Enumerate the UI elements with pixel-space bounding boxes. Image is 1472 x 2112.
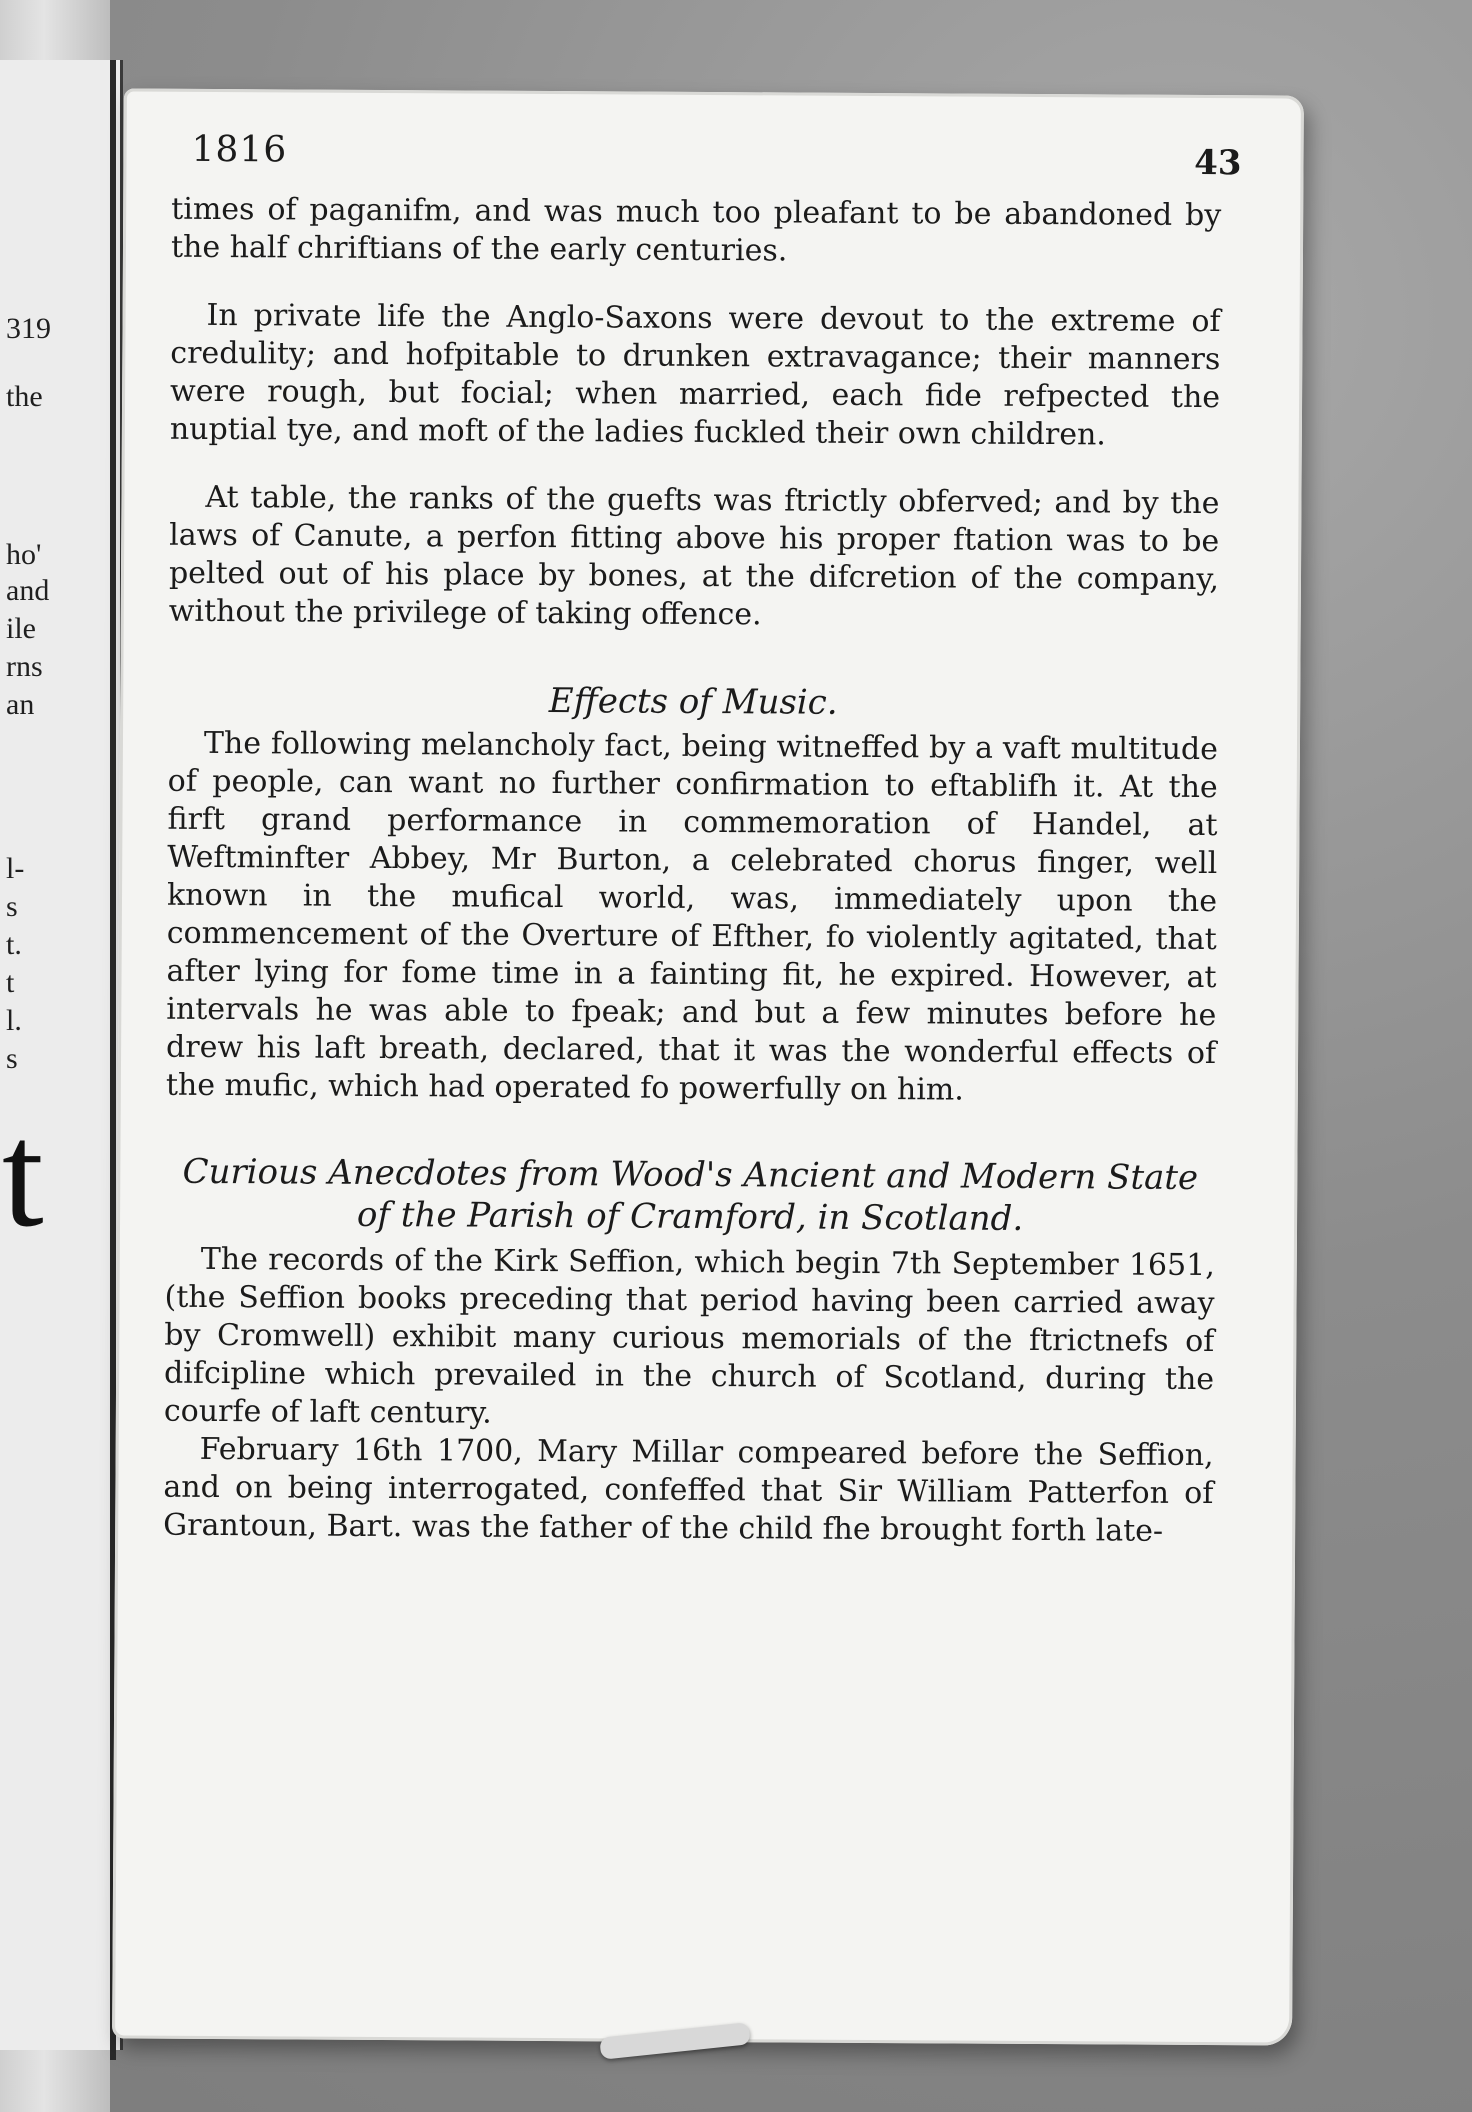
- prev-fragment: an: [6, 688, 35, 721]
- prev-fragment: 319: [6, 312, 51, 345]
- previous-page-edge: [0, 60, 123, 2050]
- prev-fragment: rns: [6, 650, 43, 683]
- page-content: [163, 128, 1242, 1581]
- paragraph-paganism: times of paganifm, and was much too pleafant to be abandoned by the half chriftians of the early centuries.: [170, 191, 1222, 269]
- prev-fragment: l.: [6, 1004, 22, 1037]
- heading-curious-anecdotes: Curious Anecdotes from Wood's Ancient and Modern State of the Parish of Cramford, in Scotland.: [182, 1151, 1199, 1239]
- prev-fragment-large: t: [2, 1092, 44, 1258]
- prev-fragment: t: [6, 966, 15, 999]
- paragraph-music: The following melancholy fact, being witneffed by a vaft multitude of people, can want no further confirmation to eftablifh it. At the firft grand performance in commemoration of Handel, at Weftminfter Abbey, Mr Burton, a celebrated chorus finger, well known in the mufical world, was, immediately upon the commencement of the Overture of Efther, fo violently agitated, that after lying for fome time in a fainting fit, he expired. However, at intervals he was able to fpeak; and but a few minutes before he drew his laft breath, declared, that it was the wonderful effects of the mufic, which had operated fo powerfully on him.: [165, 725, 1219, 1108]
- page-number: 43: [1194, 142, 1242, 184]
- paragraph-table-ranks: At table, the ranks of the guefts was ftrictly obferved; and by the laws of Canute, a perfon fitting above his proper ftation was to be pelted out of his place by bones, at the difcretion of the company, without the privilege of taking offence.: [168, 479, 1220, 633]
- paragraph-private-life: In private life the Anglo-Saxons were devout to the extreme of credulity; and hofpitable to drunken extravagance; their manners were rough, but focial; when married, each fide refpected the nuptial tye, and moft of the ladies fuckled their own children.: [169, 297, 1221, 453]
- page-year: 1816: [191, 128, 288, 171]
- prev-fragment: t.: [6, 928, 22, 961]
- prev-fragment: the: [6, 380, 43, 413]
- prev-fragment: ho': [6, 538, 42, 571]
- prev-fragment: l-: [6, 852, 25, 885]
- prev-fragment: and: [6, 574, 50, 607]
- prev-fragment: s: [6, 1042, 18, 1075]
- paragraph-kirk-session: The records of the Kirk Seffion, which begin 7th September 1651, (the Seffion books preceding that period having been carried away by Cromwell) exhibit many curious memorials of the ftrictnefs of difcipline which prevailed in the church of Scotland, during the courfe of laft century.: [163, 1241, 1215, 1431]
- paragraph-mary-millar: February 16th 1700, Mary Millar compeared before the Seffion, and on being interrogated, confeffed that Sir William Patterfon of Grantoun, Bart. was the father of the child fhe brought forth late-: [163, 1431, 1214, 1549]
- prev-fragment: ile: [6, 612, 36, 645]
- document-page: [112, 88, 1304, 2045]
- heading-effects-of-music: Effects of Music.: [548, 681, 838, 723]
- prev-fragment: s: [6, 890, 18, 923]
- page-header: [171, 128, 1242, 197]
